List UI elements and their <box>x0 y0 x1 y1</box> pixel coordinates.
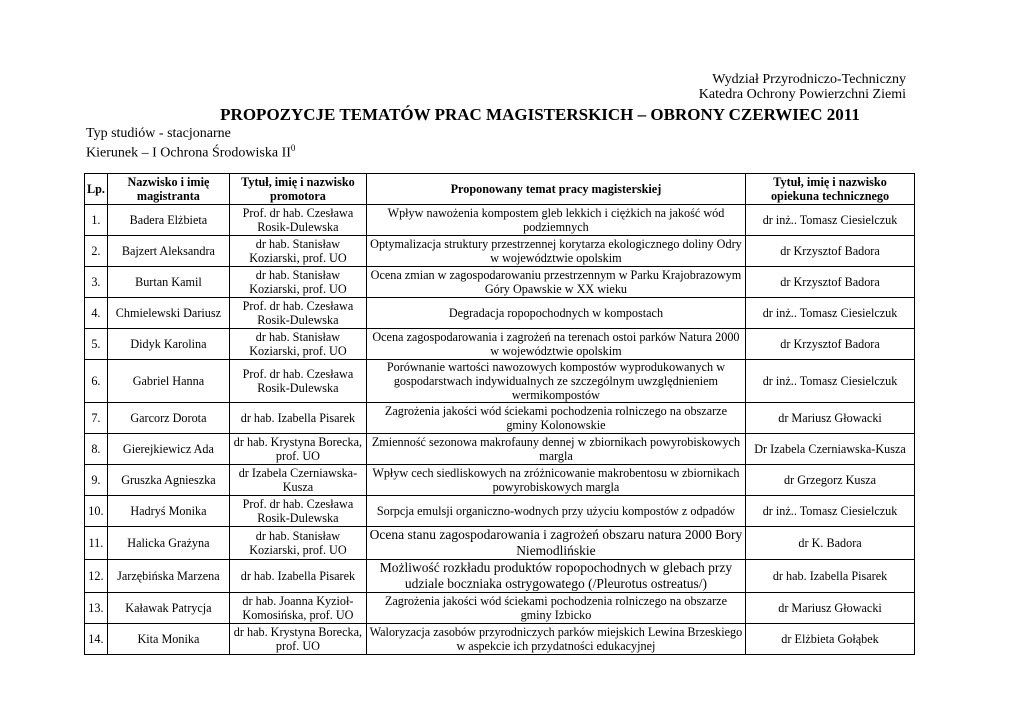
table-header-row <box>85 174 915 205</box>
cell-technical: dr hab. Izabella Pisarek <box>746 560 915 593</box>
cell-student: Gabriel Hanna <box>107 360 229 403</box>
cell-promoter: dr Izabela Czerniawska-Kusza <box>230 465 367 496</box>
study-direction-sup: 0 <box>290 143 296 153</box>
table-row <box>85 496 915 527</box>
department-name: Katedra Ochrony Powierzchni Ziemi <box>698 87 906 102</box>
table-row <box>85 527 915 560</box>
cell-lp: 10. <box>85 496 108 527</box>
cell-promoter: dr hab. Joanna Kyzioł-Komosińska, prof. UO <box>230 593 367 624</box>
cell-student: Bajzert Aleksandra <box>107 236 229 267</box>
cell-promoter: dr hab. Stanisław Koziarski, prof. UO <box>230 527 367 560</box>
cell-lp: 3. <box>85 267 108 298</box>
header-student: Nazwisko i imię magistranta <box>107 174 229 205</box>
cell-technical: dr inż.. Tomasz Ciesielczuk <box>746 298 915 329</box>
header-lp: Lp. <box>85 174 108 205</box>
cell-topic: Optymalizacja struktury przestrzennej korytarza ekologicznego doliny Odry w województwie opolskim <box>366 236 745 267</box>
table-row <box>85 465 915 496</box>
table-row <box>85 360 915 403</box>
cell-student: Badera Elżbieta <box>107 205 229 236</box>
cell-student: Chmielewski Dariusz <box>107 298 229 329</box>
cell-student: Garcorz Dorota <box>107 403 229 434</box>
cell-promoter: Prof. dr hab. Czesława Rosik-Dulewska <box>230 496 367 527</box>
cell-technical: dr Krzysztof Badora <box>746 236 915 267</box>
cell-lp: 5. <box>85 329 108 360</box>
cell-student: Kaławak Patrycja <box>107 593 229 624</box>
cell-lp: 13. <box>85 593 108 624</box>
cell-student: Hadryś Monika <box>107 496 229 527</box>
cell-promoter: Prof. dr hab. Czesława Rosik-Dulewska <box>230 205 367 236</box>
cell-technical: dr Grzegorz Kusza <box>746 465 915 496</box>
table-row <box>85 267 915 298</box>
table-row <box>85 403 915 434</box>
table-row <box>85 624 915 655</box>
study-meta <box>86 126 295 161</box>
study-type: Typ studiów - stacjonarne <box>86 126 231 141</box>
cell-lp: 1. <box>85 205 108 236</box>
cell-technical: dr Krzysztof Badora <box>746 329 915 360</box>
table-row <box>85 593 915 624</box>
cell-lp: 2. <box>85 236 108 267</box>
cell-topic: Wpływ nawożenia kompostem gleb lekkich i ciężkich na jakość wód podziemnych <box>366 205 745 236</box>
cell-promoter: dr hab. Izabella Pisarek <box>230 403 367 434</box>
cell-student: Gruszka Agnieszka <box>107 465 229 496</box>
topics-table <box>84 173 915 655</box>
cell-topic: Ocena stanu zagospodarowania i zagrożeń obszaru natura 2000 Bory Niemodlińskie <box>366 527 745 560</box>
cell-topic: Wpływ cech siedliskowych na zróżnicowanie makrobentosu w zbiornikach powyrobiskowych margla <box>366 465 745 496</box>
study-direction <box>86 141 295 161</box>
cell-technical: dr inż.. Tomasz Ciesielczuk <box>746 496 915 527</box>
cell-student: Burtan Kamil <box>107 267 229 298</box>
cell-lp: 12. <box>85 560 108 593</box>
cell-promoter: dr hab. Stanisław Koziarski, prof. UO <box>230 267 367 298</box>
cell-promoter: dr hab. Krystyna Borecka, prof. UO <box>230 624 367 655</box>
cell-lp: 8. <box>85 434 108 465</box>
cell-topic: Możliwość rozkładu produktów ropopochodnych w glebach przy udziale boczniaka ostrygowatego (/Pleurotus ostreatus/) <box>366 560 745 593</box>
cell-promoter: dr hab. Stanisław Koziarski, prof. UO <box>230 329 367 360</box>
cell-technical: dr Krzysztof Badora <box>746 267 915 298</box>
cell-technical: dr Mariusz Głowacki <box>746 593 915 624</box>
cell-topic: Zagrożenia jakości wód ściekami pochodzenia rolniczego na obszarze gminy Izbicko <box>366 593 745 624</box>
cell-topic: Zagrożenia jakości wód ściekami pochodzenia rolniczego na obszarze gminy Kolonowskie <box>366 403 745 434</box>
cell-technical: dr K. Badora <box>746 527 915 560</box>
cell-student: Jarzębińska Marzena <box>107 560 229 593</box>
header-technical: Tytuł, imię i nazwisko opiekuna technicznego <box>746 174 915 205</box>
cell-lp: 4. <box>85 298 108 329</box>
department-header <box>699 72 906 102</box>
cell-technical: dr inż.. Tomasz Ciesielczuk <box>746 205 915 236</box>
cell-student: Gierejkiewicz Ada <box>107 434 229 465</box>
cell-promoter: dr hab. Stanisław Koziarski, prof. UO <box>230 236 367 267</box>
cell-lp: 6. <box>85 360 108 403</box>
cell-technical: dr Mariusz Głowacki <box>746 403 915 434</box>
page-title: PROPOZYCJE TEMATÓW PRAC MAGISTERSKICH – OBRONY CZERWIEC 2011 <box>220 105 860 124</box>
study-direction-text: Kierunek – I Ochrona Środowiska II <box>86 145 291 161</box>
cell-promoter: Prof. dr hab. Czesława Rosik-Dulewska <box>230 298 367 329</box>
table-row <box>85 298 915 329</box>
cell-topic: Zmienność sezonowa makrofauny dennej w zbiornikach powyrobiskowych margla <box>366 434 745 465</box>
cell-student: Didyk Karolina <box>107 329 229 360</box>
cell-topic: Sorpcja emulsji organiczno-wodnych przy użyciu kompostów z odpadów <box>366 496 745 527</box>
cell-topic: Waloryzacja zasobów przyrodniczych parków miejskich Lewina Brzeskiego w aspekcie ich przydatności edukacyjnej <box>366 624 745 655</box>
table-row <box>85 434 915 465</box>
cell-lp: 9. <box>85 465 108 496</box>
table-row <box>85 236 915 267</box>
table-row <box>85 205 915 236</box>
table-row <box>85 329 915 360</box>
faculty-name: Wydział Przyrodniczo-Techniczny <box>712 72 906 87</box>
header-topic: Proponowany temat pracy magisterskiej <box>366 174 745 205</box>
cell-lp: 7. <box>85 403 108 434</box>
cell-topic: Ocena zmian w zagospodarowaniu przestrzennym w Parku Krajobrazowym Góry Opawskie w XX wieku <box>366 267 745 298</box>
cell-technical: dr Elżbieta Gołąbek <box>746 624 915 655</box>
cell-lp: 11. <box>85 527 108 560</box>
cell-promoter: dr hab. Krystyna Borecka, prof. UO <box>230 434 367 465</box>
table-row <box>85 560 915 593</box>
cell-technical: Dr Izabela Czerniawska-Kusza <box>746 434 915 465</box>
cell-student: Halicka Grażyna <box>107 527 229 560</box>
cell-lp: 14. <box>85 624 108 655</box>
cell-promoter: dr hab. Izabella Pisarek <box>230 560 367 593</box>
cell-student: Kita Monika <box>107 624 229 655</box>
header-promoter: Tytuł, imię i nazwisko promotora <box>230 174 367 205</box>
cell-technical: dr inż.. Tomasz Ciesielczuk <box>746 360 915 403</box>
cell-topic: Porównanie wartości nawozowych kompostów wyprodukowanych w gospodarstwach indywidualnych ze szczególnym uwzględnieniem wermikompostów <box>366 360 745 403</box>
cell-topic: Degradacja ropopochodnych w kompostach <box>366 298 745 329</box>
cell-promoter: Prof. dr hab. Czesława Rosik-Dulewska <box>230 360 367 403</box>
cell-topic: Ocena zagospodarowania i zagrożeń na terenach ostoi parków Natura 2000 w województwie opolskim <box>366 329 745 360</box>
